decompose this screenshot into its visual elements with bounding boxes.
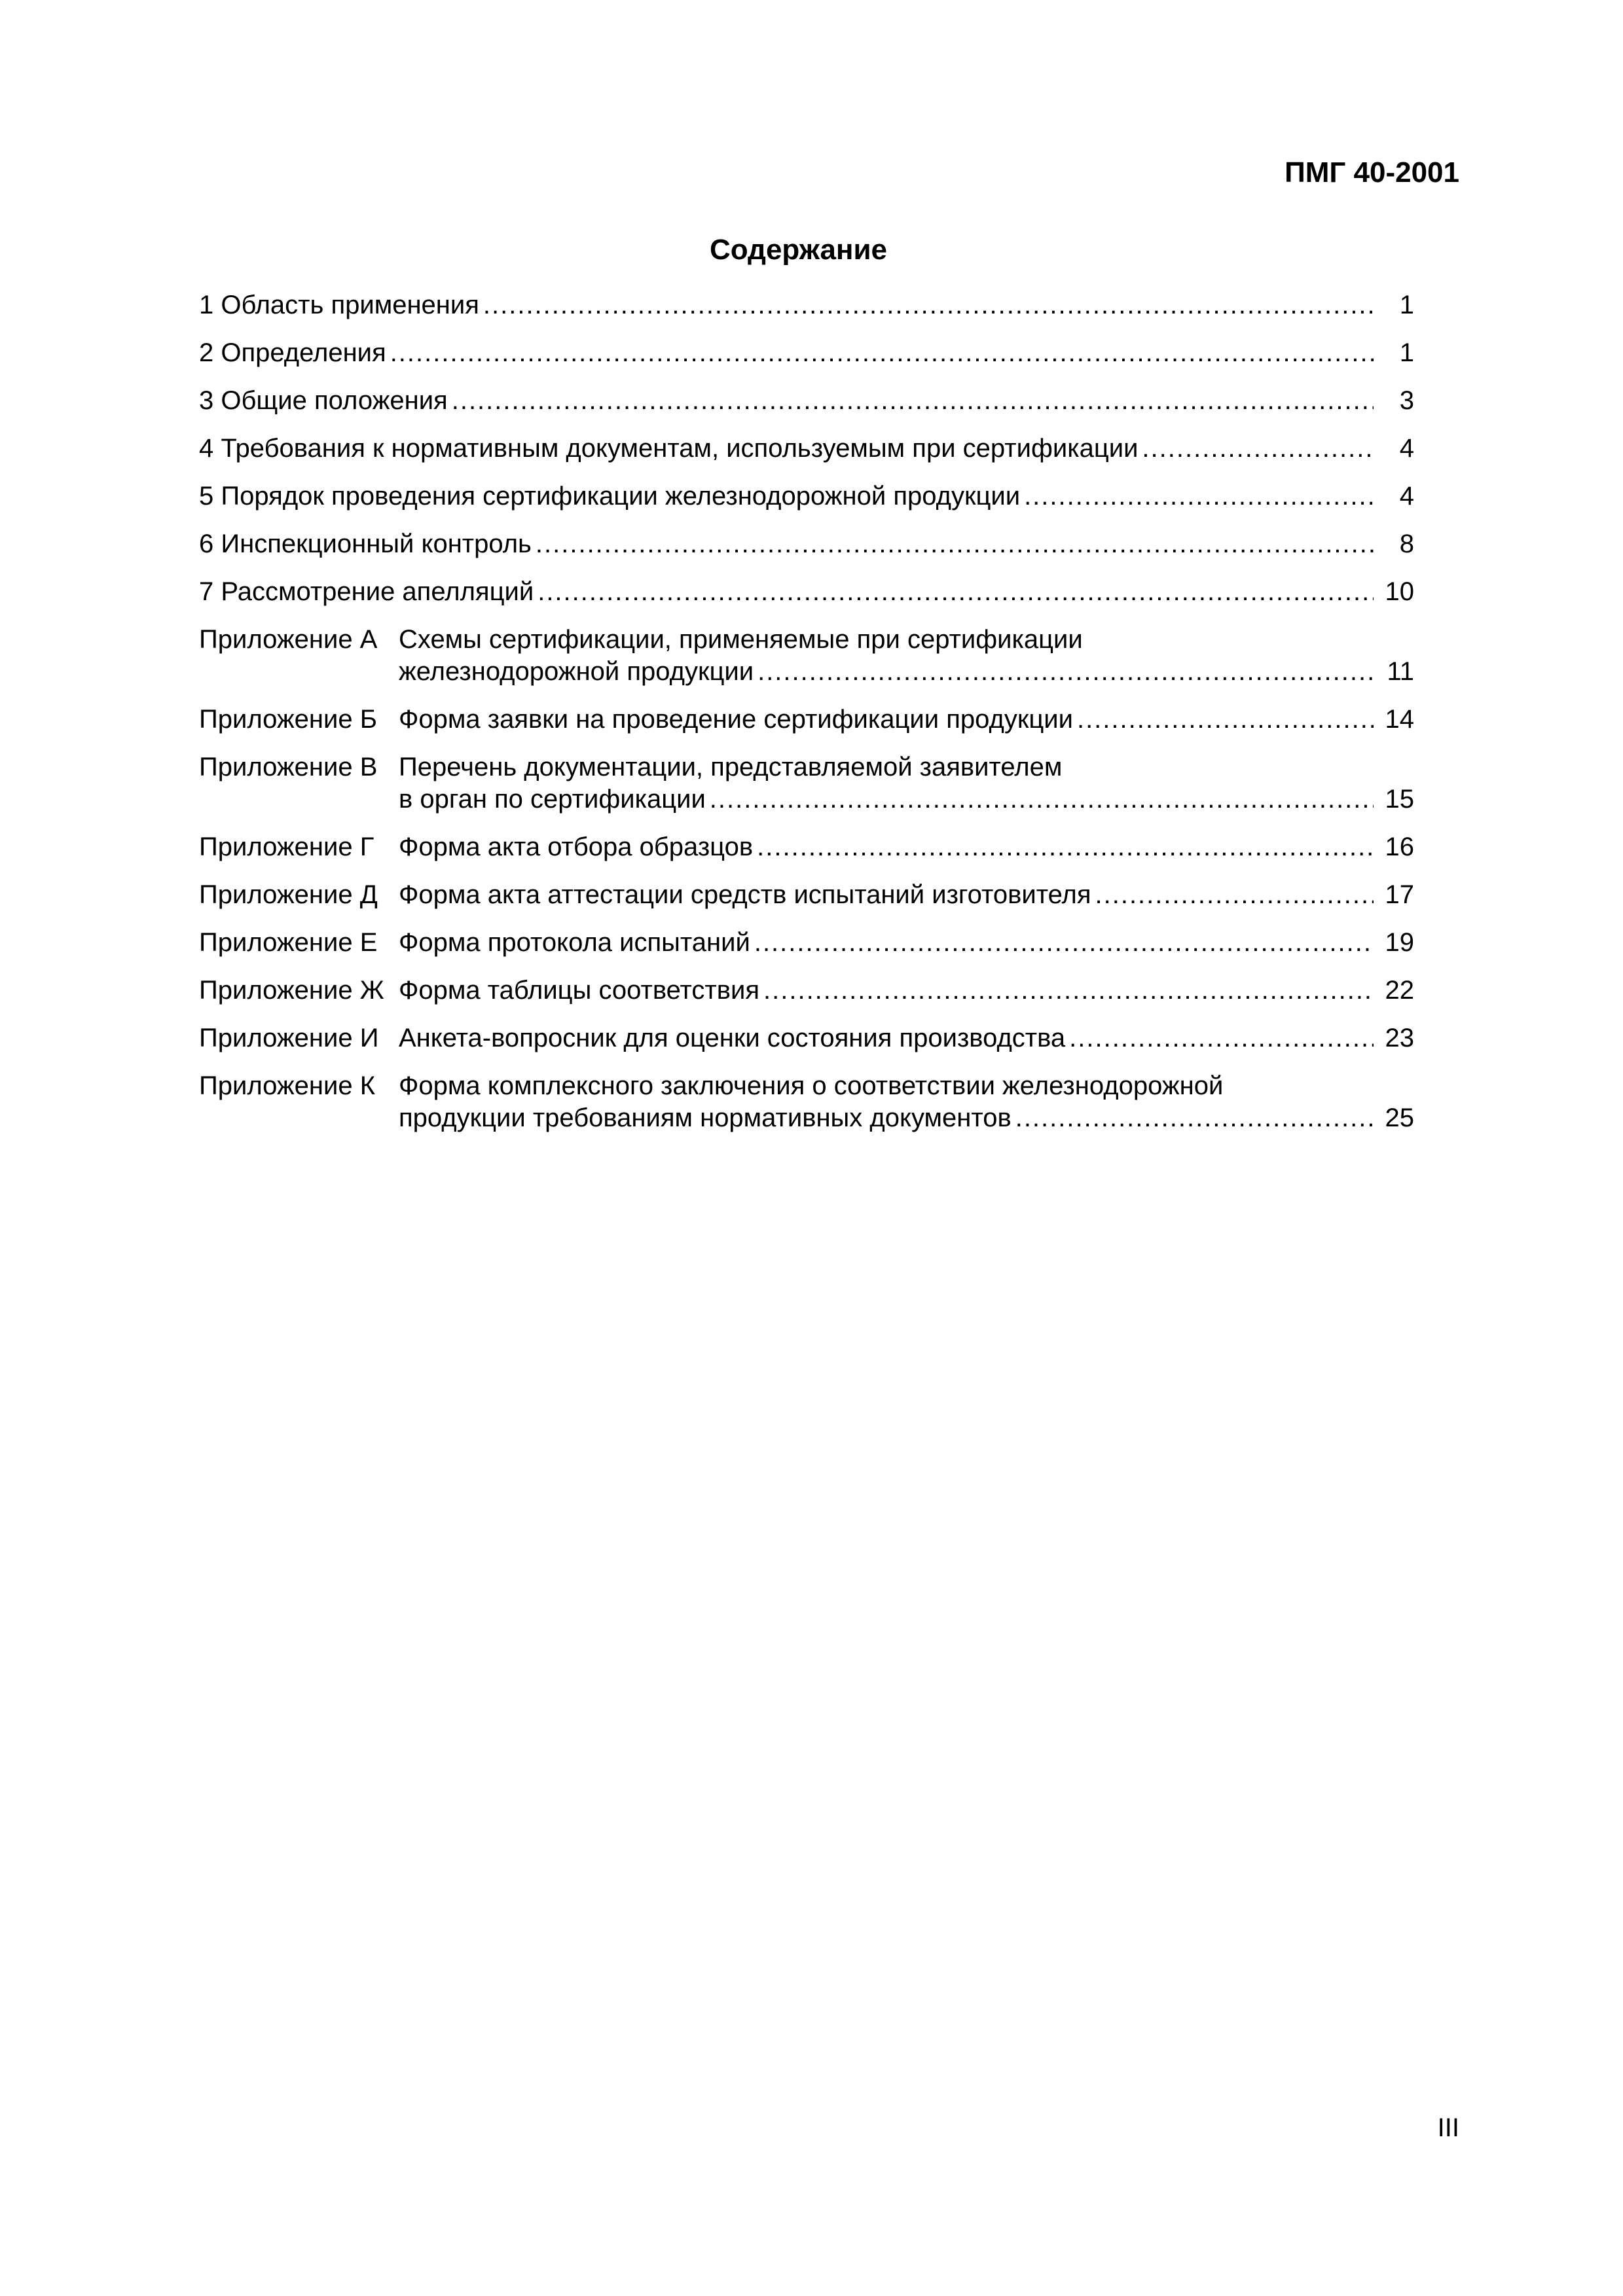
toc-entry-title: в орган по сертификации [399,785,706,814]
toc-entry-page: 1 [1399,291,1414,319]
toc-entry-title: Порядок проведения сертификации железнодорожной продукции [221,482,1021,511]
toc-entry-title: Форма акта аттестации средств испытаний изготовителя [399,880,1091,909]
toc-entry-body [221,480,1414,512]
toc-entry-body [221,433,1414,465]
toc-entry-number: 3 [199,386,221,415]
dot-leader [452,385,1374,417]
toc-entry-page: 14 [1385,705,1414,734]
toc-entry [199,751,1414,816]
toc-entry-body [399,624,1414,688]
toc-entry-last-line [221,289,1414,321]
toc-entry-body [399,927,1414,959]
toc-entry-title: Требования к нормативным документам, используемым при сертификации [221,434,1139,463]
dot-leader [1095,879,1374,911]
toc-entry [199,528,1414,560]
dot-leader [538,576,1374,608]
dot-leader [390,337,1374,369]
toc-entry-last-line [399,704,1414,736]
toc-entry-number: 6 [199,529,221,558]
toc-entry-page: 25 [1385,1103,1414,1132]
page-number: III [1437,2113,1459,2142]
toc-entry-number: 7 [199,577,221,606]
toc-entry [199,704,1414,736]
toc-entry-title: Рассмотрение апелляций [221,577,534,606]
toc-entry-last-line [399,879,1414,911]
toc-entry-last-line [399,831,1414,863]
toc-entry-number: 2 [199,338,221,367]
toc-entry-page: 16 [1385,833,1414,861]
toc-entry-title-line: Схемы сертификации, применяемые при сертификации [399,625,1083,654]
toc-entry-body [399,1022,1414,1054]
toc-entry-title: Инспекционный контроль [221,529,532,558]
toc-entry-annex-label: Приложение А [199,625,378,654]
toc-entry-last-line [399,1102,1414,1134]
toc-entry-title-line: Перечень документации, представляемой заявителем [399,753,1063,781]
document-code: ПМГ 40-2001 [1285,156,1459,188]
toc-entry-title: Анкета-вопросник для оценки состояния производства [399,1024,1066,1052]
toc-entry-page: 1 [1399,338,1414,367]
toc-entry-page: 22 [1385,976,1414,1005]
toc-entry-last-line [221,528,1414,560]
toc-entry-title: Форма акта отбора образцов [399,833,754,861]
toc-entry-title: Форма таблицы соответствия [399,976,759,1005]
toc-entry-page: 4 [1399,434,1414,463]
toc-entry [199,879,1414,911]
dot-leader [1015,1102,1374,1134]
toc-entry-title: продукции требованиям нормативных документов [399,1103,1012,1132]
toc-entry [199,385,1414,417]
toc-entry-page: 11 [1387,657,1414,686]
toc-title: Содержание [709,234,888,266]
toc-entry-annex-label: Приложение К [199,1071,376,1100]
toc-entry-page: 3 [1399,386,1414,415]
toc-entry-body [399,751,1414,816]
toc-entry-annex-label: Приложение В [199,753,378,781]
toc-entry [199,433,1414,465]
toc-entry-page: 17 [1385,880,1414,909]
toc-entry-last-line [399,783,1414,816]
toc-entry-title-line: Форма комплексного заключения о соответствии железнодорожной [399,1071,1224,1100]
toc-entry [199,337,1414,369]
toc-entry-last-line [221,433,1414,465]
toc-entry-page: 8 [1399,529,1414,558]
toc-entry-annex-label: Приложение Г [199,833,374,861]
dot-leader [757,656,1374,688]
toc-entry-last-line [221,337,1414,369]
dot-leader [763,975,1374,1007]
toc-entry-body [399,879,1414,911]
toc-entry-body [399,704,1414,736]
dot-leader [710,783,1374,816]
toc-entry-last-line [221,576,1414,608]
toc-entry [199,831,1414,863]
toc-entry-body [221,576,1414,608]
toc-entry-annex-label: Приложение И [199,1024,379,1052]
toc-entry-last-line [399,927,1414,959]
toc-entry-number: 1 [199,291,221,319]
dot-leader [1077,704,1374,736]
toc-entry-number: 5 [199,482,221,511]
toc-entry-annex-label: Приложение Б [199,705,377,734]
toc-entry-body [221,528,1414,560]
toc-entry-last-line [221,385,1414,417]
toc-entry-body [221,385,1414,417]
toc-entry-page: 15 [1385,785,1414,814]
toc-entry-last-line [221,480,1414,512]
dot-leader [536,528,1374,560]
toc-entry-page: 23 [1385,1024,1414,1052]
toc-entry-number: 4 [199,434,221,463]
dot-leader [754,927,1374,959]
toc-entry-annex-label: Приложение Ж [199,976,384,1005]
toc-entry [199,1070,1414,1134]
toc-entry-title: Определения [221,338,386,367]
toc-entry-last-line [399,975,1414,1007]
toc-entry [199,289,1414,321]
toc-entry-last-line [399,1022,1414,1054]
toc-entry-body [399,975,1414,1007]
toc-entry-annex-label: Приложение Д [199,880,378,909]
toc-entry-title: Общие положения [221,386,448,415]
toc-entry-page: 4 [1399,482,1414,511]
toc-entry [199,480,1414,512]
toc-entry-body [399,1070,1414,1134]
toc-entry-last-line [399,656,1414,688]
toc-entry [199,927,1414,959]
toc-entry [199,576,1414,608]
toc-entry-title: железнодорожной продукции [399,657,754,686]
toc-entry-body [221,289,1414,321]
toc-entry-body [221,337,1414,369]
toc-entry-title: Область применения [221,291,479,319]
toc-entry-page: 19 [1385,928,1414,957]
dot-leader [757,831,1374,863]
toc-entry [199,624,1414,688]
dot-leader [1024,480,1374,512]
toc-entry [199,975,1414,1007]
dot-leader [483,289,1374,321]
table-of-contents [199,289,1414,1150]
toc-entry-body [399,831,1414,863]
dot-leader [1069,1022,1374,1054]
toc-entry [199,1022,1414,1054]
toc-entry-title: Форма протокола испытаний [399,928,750,957]
dot-leader [1142,433,1374,465]
toc-entry-page: 10 [1385,577,1414,606]
toc-entry-annex-label: Приложение Е [199,928,378,957]
toc-entry-title: Форма заявки на проведение сертификации продукции [399,705,1073,734]
